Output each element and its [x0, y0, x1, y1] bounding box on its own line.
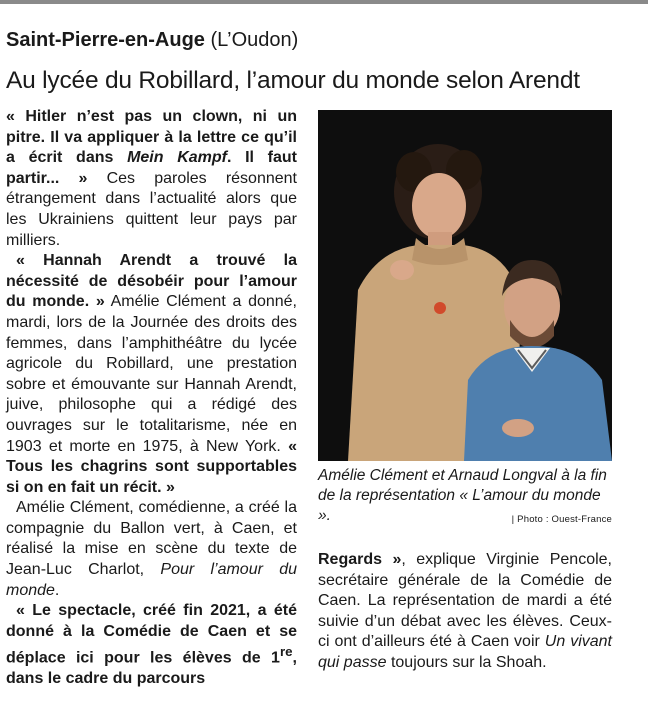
book-title-mein-kampf: Mein Kampf — [127, 149, 227, 167]
photo-credit: | Photo : Ouest-France — [511, 514, 612, 525]
regards-quote-end: Regards » — [318, 551, 402, 568]
paragraph-4-text: « Le spectacle, créé fin 2021, a été donné à la Comédie de Caen et se déplace ici pour les élèves de 1 — [6, 602, 297, 667]
photo-illustration — [318, 110, 612, 461]
article-photo — [318, 110, 612, 461]
town-name: Saint-Pierre-en-Auge — [6, 29, 205, 51]
paragraph-4-end: , dans le cadre du parcours — [6, 649, 297, 688]
superscript-re: re — [279, 644, 293, 660]
right-text-1: , explique Virginie Pencole, secrétaire générale de la Comédie de Caen. La représentation de mardi a été suivie d’un débat avec les élèves. Ceux-ci ont d’ailleurs été à Caen voir — [318, 551, 612, 651]
location-header — [6, 28, 642, 52]
quote-arendt: « Hannah Arendt a trouvé la nécessité de désobéir pour l’amour du monde. » — [6, 252, 297, 311]
paragraph-3-text: Amélie Clément, comédienne, a créé la compagnie du Ballon vert, à Caen, et réalisé la mise en scène du texte de Jean-Luc Charlot, — [6, 499, 297, 579]
play-title: Pour l’amour du monde — [6, 561, 297, 599]
right-paragraph — [318, 550, 612, 674]
district-name: (L’Oudon) — [210, 29, 299, 51]
quote-chagrins: « Tous les chagrins sont supportables si on en fait un récit. » — [6, 437, 297, 496]
article-left-column — [6, 107, 297, 690]
right-text-2: toujours sur la Shoah. — [386, 653, 547, 671]
paragraph-3-end: . — [54, 581, 60, 599]
quote-hitler-a: « Hitler n’est pas un clown, ni un pitre. Il va appliquer à la lettre ce qu’il a écrit dans — [6, 108, 297, 167]
play-title-vivant: Un vivant qui passe — [318, 633, 612, 671]
paragraph-2-text: Amélie Clément a donné, mardi, lors de la Journée des droits des femmes, dans l’amphithéâtre du lycée agricole du Robillard, une prestation sobre et émouvante sur Hannah Arendt, juive, philosophe qui a rédigé des ouvrages sur le totalitarisme, née en 1903 et morte en 1975, à New York. — [6, 293, 297, 455]
quote-hitler-b: . Il faut partir... » — [6, 149, 298, 187]
paragraph-3 — [6, 498, 297, 601]
paragraph-1 — [6, 107, 297, 251]
top-rule — [0, 0, 648, 4]
article-right-column — [318, 550, 612, 674]
paragraph-4 — [6, 601, 297, 690]
photo-caption: Amélie Clément et Arnaud Longval à la fin de la représentation « L’amour du monde ». — [318, 467, 607, 524]
article-headline: Au lycée du Robillard, l’amour du monde selon Arendt — [6, 67, 580, 94]
paragraph-2 — [6, 251, 297, 498]
paragraph-1-text: Ces paroles résonnent étrangement dans l’actualité alors que les Ukrainiens quittent leur pays par milliers. — [6, 169, 297, 249]
